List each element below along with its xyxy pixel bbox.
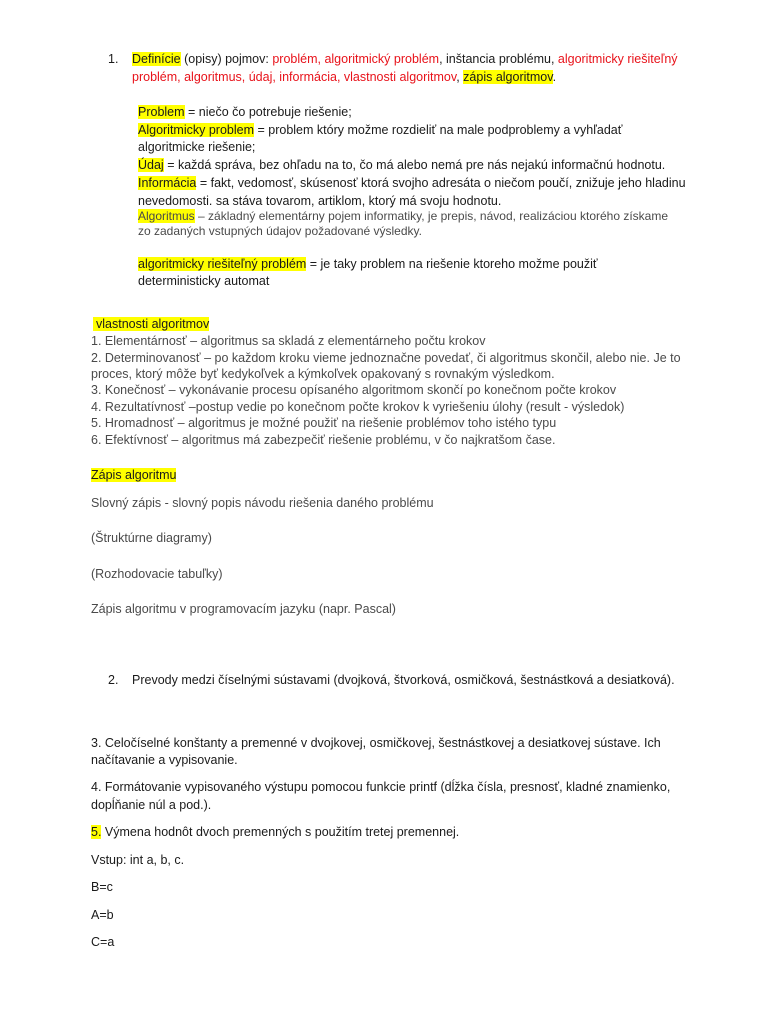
problem-def: = niečo čo potrebuje riešenie; [184,105,352,119]
property-3: 3. Konečnosť – vykonávanie procesu opísaného algoritmom skončí po konečnom počte krokov [91,383,617,397]
comma: , [456,70,464,84]
zapis-program: Zápis algoritmu v programovacím jazyku (napr. Pascal) [91,602,396,616]
inst-text: , inštancia problému, [439,52,558,66]
alg-problem-term: Algoritmicky problem [138,123,255,137]
riesitelny-term: algoritmicky riešiteľný problém [138,257,307,271]
def-info [138,175,686,192]
item5-step-3: C=a [91,935,115,949]
item2-text: Prevody medzi číselnými sústavami (dvojková, štvorková, osmičková, šestnástková a desiatková). [132,673,675,687]
alg-problem-def1: = problem który možme rozdieliť na male podproblemy a vyhľadať [254,123,623,137]
dot: . [552,70,557,84]
riesitelny-def2: deterministicky automat [138,274,270,288]
alg-def2: zo zadaných vstupných údajov požadované výsledky. [138,224,422,238]
opisy-text: (opisy) pojmov: [180,52,273,66]
def-alg-problem [138,122,622,139]
riesitelny-def1: = je taky problem na riešenie ktoreho možme použiť [306,257,598,271]
info-def1: = fakt, vedomosť, skúsenosť ktorá svojho adresáta o niečom poučí, znižuje jeho hladinu [196,176,686,190]
zapis-strukturne: (Štruktúrne diagramy) [91,531,212,545]
red-terms-2: algoritmicky riešiteľný [557,52,678,66]
problem-term: Problem [138,105,185,119]
alg-problem-def2: algoritmicke riešenie; [138,140,256,154]
item1-number: 1. [108,52,119,66]
def-riesitelny [138,256,598,273]
item5-text: Výmena hodnôt dvoch premenných s použitím tretej premennej. [101,825,460,839]
udaj-def: = každá správa, bez ohľadu na to, čo má alebo nemá pre nás nejakú informačnú hodnotu. [163,158,666,172]
definicie-term: Definície [132,52,181,66]
item3-line2: načítavanie a vypisovanie. [91,753,238,767]
info-term: Informácia [138,176,197,190]
alg-term: Algoritmus [138,209,195,223]
red-terms-1: problém, algoritmický problém [272,52,440,66]
alg-def1: – základný elementárny pojem informatiky, je prepis, návod, realizáciou ktorého získame [194,209,669,223]
item4-line2: dopĺňanie núl a pod.). [91,798,212,812]
zapis-heading-text: Zápis algoritmu [91,468,177,482]
def-algoritmus [138,209,668,224]
item2-number: 2. [108,673,119,687]
property-6: 6. Efektívnosť – algoritmus má zabezpečiť riešenie problému, v čo najkratšom čase. [91,433,556,447]
zapis-slovny: Slovný zápis - slovný popis návodu riešenia daného problému [91,496,434,510]
item5-step-1: B=c [91,880,113,894]
zapis-term: zápis algoritmov [463,70,553,84]
property-1: 1. Elementárnosť – algoritmus sa skladá z elementárneho počtu krokov [91,334,486,348]
def-problem [138,104,352,121]
property-2-cont: proces, ktorý môže byť kedykoľvek a kýmkoľvek opakovaný s rovnakým výsledkom. [91,367,555,381]
property-4: 4. Rezultatívnosť –postup vedie po konečnom počte krokov k vyriešeniu úlohy (result - výsledok) [91,400,625,414]
properties-heading [93,316,209,333]
zapis-rozhodovacie: (Rozhodovacie tabuľky) [91,567,223,581]
item1-line1 [132,51,678,68]
item3-line1: 3. Celočíselné konštanty a premenné v dvojkovej, osmičkovej, šestnástkovej a desiatkovej sústave. Ich [91,736,661,750]
info-def2: nevedomosti. sa stáva tovarom, artiklom, ktorý má svoju hodnotu. [138,194,502,208]
zapis-heading [91,467,176,484]
item5-vstup: Vstup: int a, b, c. [91,853,185,867]
item5-number: 5. [91,825,102,839]
property-5: 5. Hromadnosť – algoritmus je možné použiť na riešenie problémov toho istého typu [91,416,557,430]
def-udaj [138,157,665,174]
item5-step-2: A=b [91,908,114,922]
item1-line2 [132,69,556,86]
property-2: 2. Determinovanosť – po každom kroku vieme jednoznačne povedať, či algoritmus skončil, alebo nie. Je to [91,351,681,365]
item4-line1: 4. Formátovanie vypisovaného výstupu pomocou funkcie printf (dĺžka čísla, presnosť, kladné znamienko, [91,780,671,794]
udaj-term: Údaj [138,158,164,172]
item5-line [91,824,459,841]
red-terms-3: problém, algoritmus, údaj, informácia, vlastnosti algoritmov [132,70,457,84]
properties-heading-text: vlastnosti algoritmov [93,317,209,331]
